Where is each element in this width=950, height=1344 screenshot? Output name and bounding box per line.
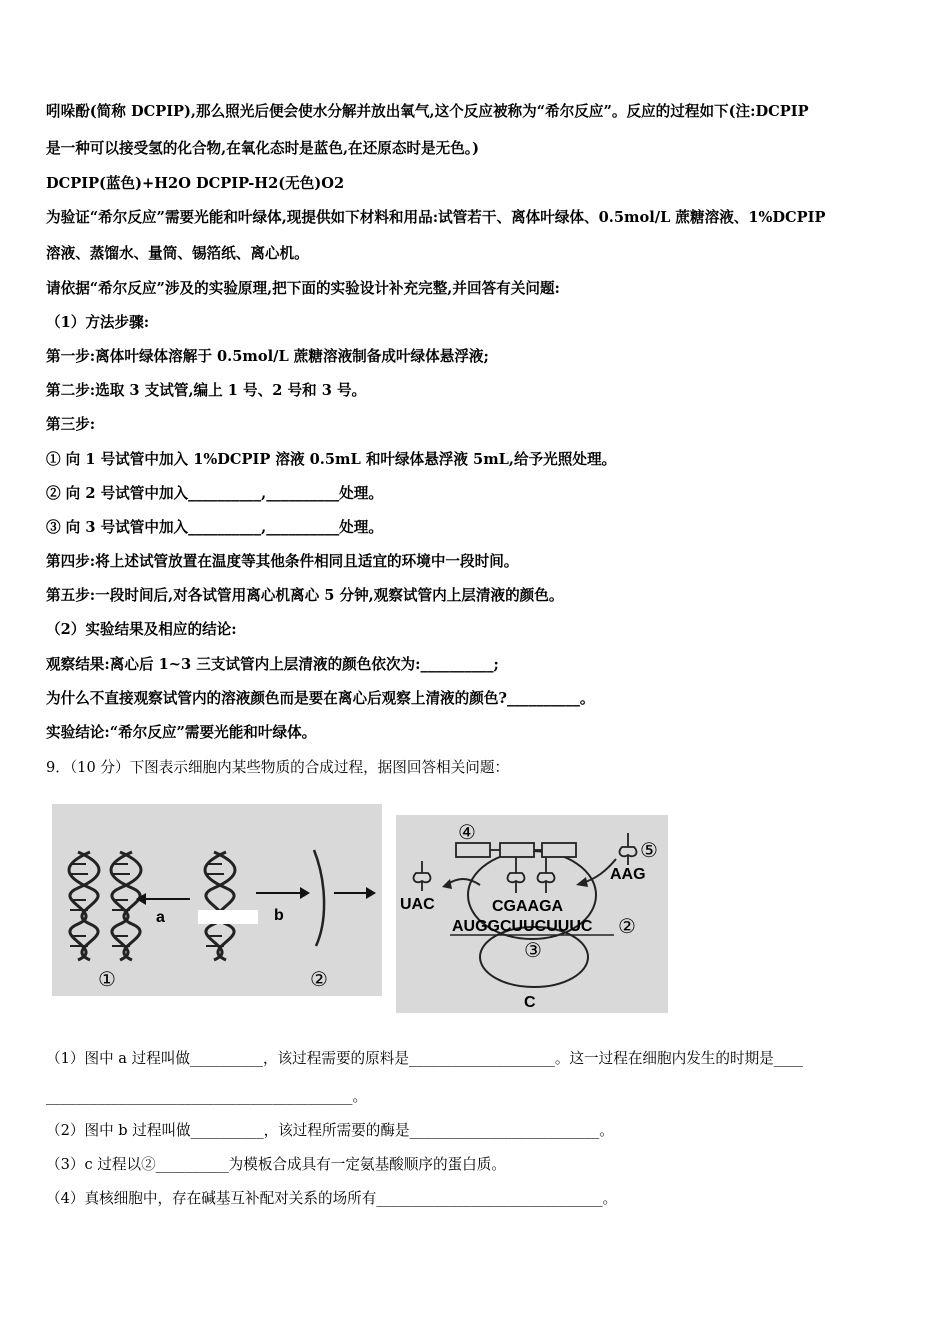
dna-label: ① <box>98 969 116 991</box>
ribosome-label: ③ <box>524 940 542 962</box>
process-b-label: b <box>274 907 284 924</box>
step-line: 第三步: <box>46 416 96 433</box>
fill-blank-line: ③ 向 3 号试管中加入__________,__________处理。 <box>46 519 383 536</box>
text-line: 实验结论:“希尔反应”需要光能和叶绿体。 <box>46 724 317 741</box>
process-a-label: a <box>156 909 165 926</box>
process-c-label: C <box>524 994 536 1011</box>
answer-blank: __________________________________________。 <box>46 1088 368 1105</box>
sub-question: （2）图中 b 过程叫做__________，该过程所需要的酶是__________________________。 <box>46 1122 614 1139</box>
section-heading: （1）方法步骤: <box>46 314 150 331</box>
section-heading: （2）实验结果及相应的结论: <box>46 621 237 638</box>
trna-label: ⑤ <box>640 840 658 862</box>
sub-question: （4）真核细胞中，存在碱基互补配对关系的场所有_______________________________。 <box>46 1190 618 1207</box>
step-line: ① 向 1 号试管中加入 1%DCPIP 溶液 0.5mL 和叶绿体悬浮液 5mL,给予光照处理。 <box>46 451 617 468</box>
trna-anticodons: CGAAGA <box>492 898 564 915</box>
question-heading: 9．（10 分）下图表示细胞内某些物质的合成过程，据图回答相关问题： <box>46 759 510 776</box>
sub-question: （1）图中 a 过程叫做__________，该过程需要的原料是____________________。这一过程在细胞内发生的时期是____ <box>46 1050 803 1067</box>
label-patch <box>198 910 258 924</box>
text-line: 溶液、蒸馏水、量筒、锡箔纸、离心机。 <box>46 245 309 262</box>
text-line: 是一种可以接受氢的化合物,在氧化态时是蓝色,在还原态时是无色。) <box>46 140 479 157</box>
anticodon-right: AAG <box>610 866 646 883</box>
step-line: 第五步:一段时间后,对各试管用离心机离心 5 分钟,观察试管内上层清液的颜色。 <box>46 587 564 604</box>
mrna-label: ② <box>618 916 636 938</box>
step-line: 第二步:选取 3 支试管,编上 1 号、2 号和 3 号。 <box>46 382 367 399</box>
polypeptide-label: ④ <box>458 822 476 844</box>
figure-replication-transcription <box>52 804 382 996</box>
text-line: 吲哚酚(简称 DCPIP),那么照光后便会使水分解并放出氧气,这个反应被称为“希尔反应”。反应的过程如下(注:DCPIP <box>46 103 809 120</box>
text-line: 请依据“希尔反应”涉及的实验原理,把下面的实验设计补充完整,并回答有关问题: <box>46 280 560 297</box>
fill-blank-line: 为什么不直接观察试管内的溶液颜色而是要在离心后观察上清液的颜色?__________。 <box>46 690 595 707</box>
anticodon-left: UAC <box>400 896 435 913</box>
text-line: 为验证“希尔反应”需要光能和叶绿体,现提供如下材料和用品:试管若干、离体叶绿体、0.5mol/L 蔗糖溶液、1%DCPIP <box>46 209 826 226</box>
step-line: 第四步:将上述试管放置在温度等其他条件相同且适宜的环境中一段时间。 <box>46 553 519 570</box>
equation-line: DCPIP(蓝色)+H2O DCPIP-H2(无色)O2 <box>46 175 345 192</box>
fill-blank-line: 观察结果:离心后 1~3 三支试管内上层清液的颜色依次为:__________; <box>46 656 499 673</box>
rna-label: ② <box>310 969 328 991</box>
step-line: 第一步:离体叶绿体溶解于 0.5mol/L 蔗糖溶液制备成叶绿体悬浮液; <box>46 348 489 365</box>
fill-blank-line: ② 向 2 号试管中加入__________,__________处理。 <box>46 485 383 502</box>
mrna-sequence: AUGGCUUCUUUC <box>452 918 593 935</box>
sub-question: （3）c 过程以②__________为模板合成具有一定氨基酸顺序的蛋白质。 <box>46 1156 506 1173</box>
figure-background <box>52 804 382 996</box>
figure-translation <box>396 815 668 1013</box>
polypeptide-chain <box>456 843 576 857</box>
